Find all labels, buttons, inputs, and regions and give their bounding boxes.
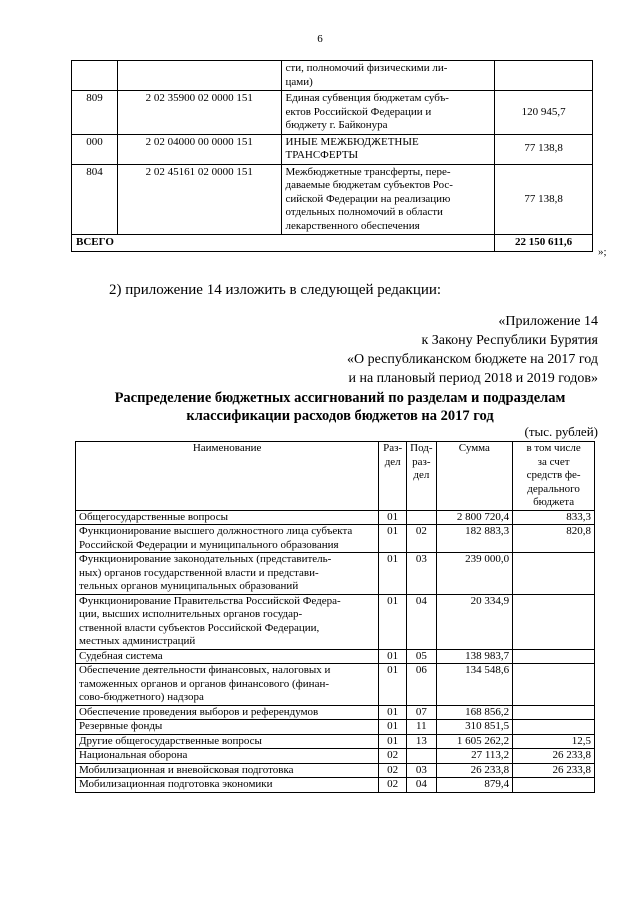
revenue-amount [495, 61, 593, 91]
row-subsection: 03 [407, 763, 436, 778]
row-subsection: 05 [407, 649, 436, 664]
row-sum: 26 233,8 [436, 763, 513, 778]
row-federal [513, 664, 595, 706]
row-name: Мобилизационная подготовка экономики [76, 778, 379, 793]
row-section: 02 [379, 763, 407, 778]
table-row [76, 664, 595, 706]
row-section: 01 [379, 525, 407, 553]
row-subsection: 07 [407, 705, 436, 720]
table-row [76, 594, 595, 649]
row-federal: 26 233,8 [513, 763, 595, 778]
row-section: 01 [379, 734, 407, 749]
row-sum: 168 856,2 [436, 705, 513, 720]
table-row [76, 649, 595, 664]
row-federal [513, 720, 595, 735]
row-subsection: 06 [407, 664, 436, 706]
table-header-row [76, 442, 595, 511]
row-name: Функционирование законодательных (представитель- ных) органов государственной власти и представи- тельных органов муниципальных образований [76, 553, 379, 595]
row-sum: 134 548,6 [436, 664, 513, 706]
budget-allocation-table [75, 441, 595, 793]
row-subsection: 11 [407, 720, 436, 735]
total-row [72, 235, 593, 252]
row-subsection: 04 [407, 778, 436, 793]
header-subsection: Под- раз- дел [407, 442, 436, 511]
revenue-name: сти, полномочий физическими ли- цами) [281, 61, 495, 91]
revenue-amount: 77 138,8 [495, 164, 593, 235]
revenue-class-code: 2 02 35900 02 0000 151 [117, 91, 281, 135]
appendix-line: «О республиканском бюджете на 2017 год [347, 352, 598, 367]
revenue-admin-code: 804 [72, 164, 118, 235]
row-sum: 2 800 720,4 [436, 510, 513, 525]
revenue-name: Межбюджетные трансферты, пере- даваемые бюджетам субъектов Рос- сийской Федерации на реализацию отдельных полномочий в области лекарственного обеспечения [281, 164, 495, 235]
table-row [76, 553, 595, 595]
row-section: 01 [379, 649, 407, 664]
table-row [72, 164, 593, 235]
row-section: 01 [379, 553, 407, 595]
revenue-class-code: 2 02 04000 00 0000 151 [117, 134, 281, 164]
row-subsection [407, 749, 436, 764]
header-section: Раз- дел [379, 442, 407, 511]
appendix-header [198, 312, 598, 388]
revenue-class-code [117, 61, 281, 91]
row-name: Национальная оборона [76, 749, 379, 764]
row-federal: 26 233,8 [513, 749, 595, 764]
title-line: Распределение бюджетных ассигнований по разделам и подразделам [114, 390, 566, 406]
row-name: Резервные фонды [76, 720, 379, 735]
table-row [76, 525, 595, 553]
row-section: 01 [379, 720, 407, 735]
appendix-line: «Приложение 14 [498, 314, 598, 329]
amendment-item-2: 2) приложение 14 изложить в следующей редакции: [109, 282, 442, 298]
appendix-line: и на плановый период 2018 и 2019 годов» [348, 371, 598, 386]
row-sum: 20 334,9 [436, 594, 513, 649]
row-name: Обеспечение деятельности финансовых, налоговых и таможенных органов и органов финансового (финан- сово-бюджетного) надзора [76, 664, 379, 706]
row-name: Функционирование высшего должностного лица субъекта Российской Федерации и муниципального образования [76, 525, 379, 553]
row-subsection: 04 [407, 594, 436, 649]
budget-revenue-table [71, 60, 593, 252]
row-sum: 1 605 262,2 [436, 734, 513, 749]
row-sum: 138 983,7 [436, 649, 513, 664]
row-name: Другие общегосударственные вопросы [76, 734, 379, 749]
row-sum: 239 000,0 [436, 553, 513, 595]
header-federal: в том числе за счет средств фе- дерального бюджета [513, 442, 595, 511]
row-federal [513, 594, 595, 649]
header-name: Наименование [76, 442, 379, 511]
table-row [72, 61, 593, 91]
closing-quote-mark: »; [598, 246, 607, 258]
title-line: классификации расходов бюджетов на 2017 год [186, 408, 494, 424]
row-sum: 310 851,5 [436, 720, 513, 735]
row-federal [513, 553, 595, 595]
row-name: Судебная система [76, 649, 379, 664]
revenue-name: Единая субвенция бюджетам субъ- ектов Российской Федерации и бюджету г. Байконура [281, 91, 495, 135]
row-federal [513, 705, 595, 720]
row-section: 01 [379, 705, 407, 720]
page-number: 6 [317, 33, 323, 45]
row-name: Функционирование Правительства Российской Федера- ции, высших исполнительных органов государ- ственной власти субъектов Российской Федерации, местных администраций [76, 594, 379, 649]
row-sum: 27 113,2 [436, 749, 513, 764]
row-sum: 182 883,3 [436, 525, 513, 553]
row-federal: 12,5 [513, 734, 595, 749]
row-federal [513, 778, 595, 793]
table-row [76, 705, 595, 720]
row-subsection [407, 510, 436, 525]
table-row [76, 778, 595, 793]
revenue-admin-code [72, 61, 118, 91]
row-section: 02 [379, 778, 407, 793]
total-label: ВСЕГО [72, 235, 495, 252]
row-federal: 833,3 [513, 510, 595, 525]
row-name: Обеспечение проведения выборов и референдумов [76, 705, 379, 720]
table-row [76, 734, 595, 749]
row-name: Общегосударственные вопросы [76, 510, 379, 525]
revenue-amount: 120 945,7 [495, 91, 593, 135]
revenue-class-code: 2 02 45161 02 0000 151 [117, 164, 281, 235]
row-subsection: 13 [407, 734, 436, 749]
row-name: Мобилизационная и вневойсковая подготовка [76, 763, 379, 778]
revenue-amount: 77 138,8 [495, 134, 593, 164]
revenue-admin-code: 809 [72, 91, 118, 135]
table-row [76, 510, 595, 525]
header-sum: Сумма [436, 442, 513, 511]
row-federal [513, 649, 595, 664]
row-sum: 879,4 [436, 778, 513, 793]
row-section: 02 [379, 749, 407, 764]
revenue-name: ИНЫЕ МЕЖБЮДЖЕТНЫЕ ТРАНСФЕРТЫ [281, 134, 495, 164]
table-row [76, 749, 595, 764]
total-amount: 22 150 611,6 [495, 235, 593, 252]
appendix-line: к Закону Республики Бурятия [421, 333, 598, 348]
units-label: (тыс. рублей) [524, 424, 598, 439]
table-row [76, 720, 595, 735]
table-row [76, 763, 595, 778]
row-section: 01 [379, 510, 407, 525]
document-title [80, 389, 600, 425]
table-row [72, 134, 593, 164]
row-section: 01 [379, 664, 407, 706]
row-subsection: 03 [407, 553, 436, 595]
row-federal: 820,8 [513, 525, 595, 553]
row-section: 01 [379, 594, 407, 649]
row-subsection: 02 [407, 525, 436, 553]
table-row [72, 91, 593, 135]
revenue-admin-code: 000 [72, 134, 118, 164]
